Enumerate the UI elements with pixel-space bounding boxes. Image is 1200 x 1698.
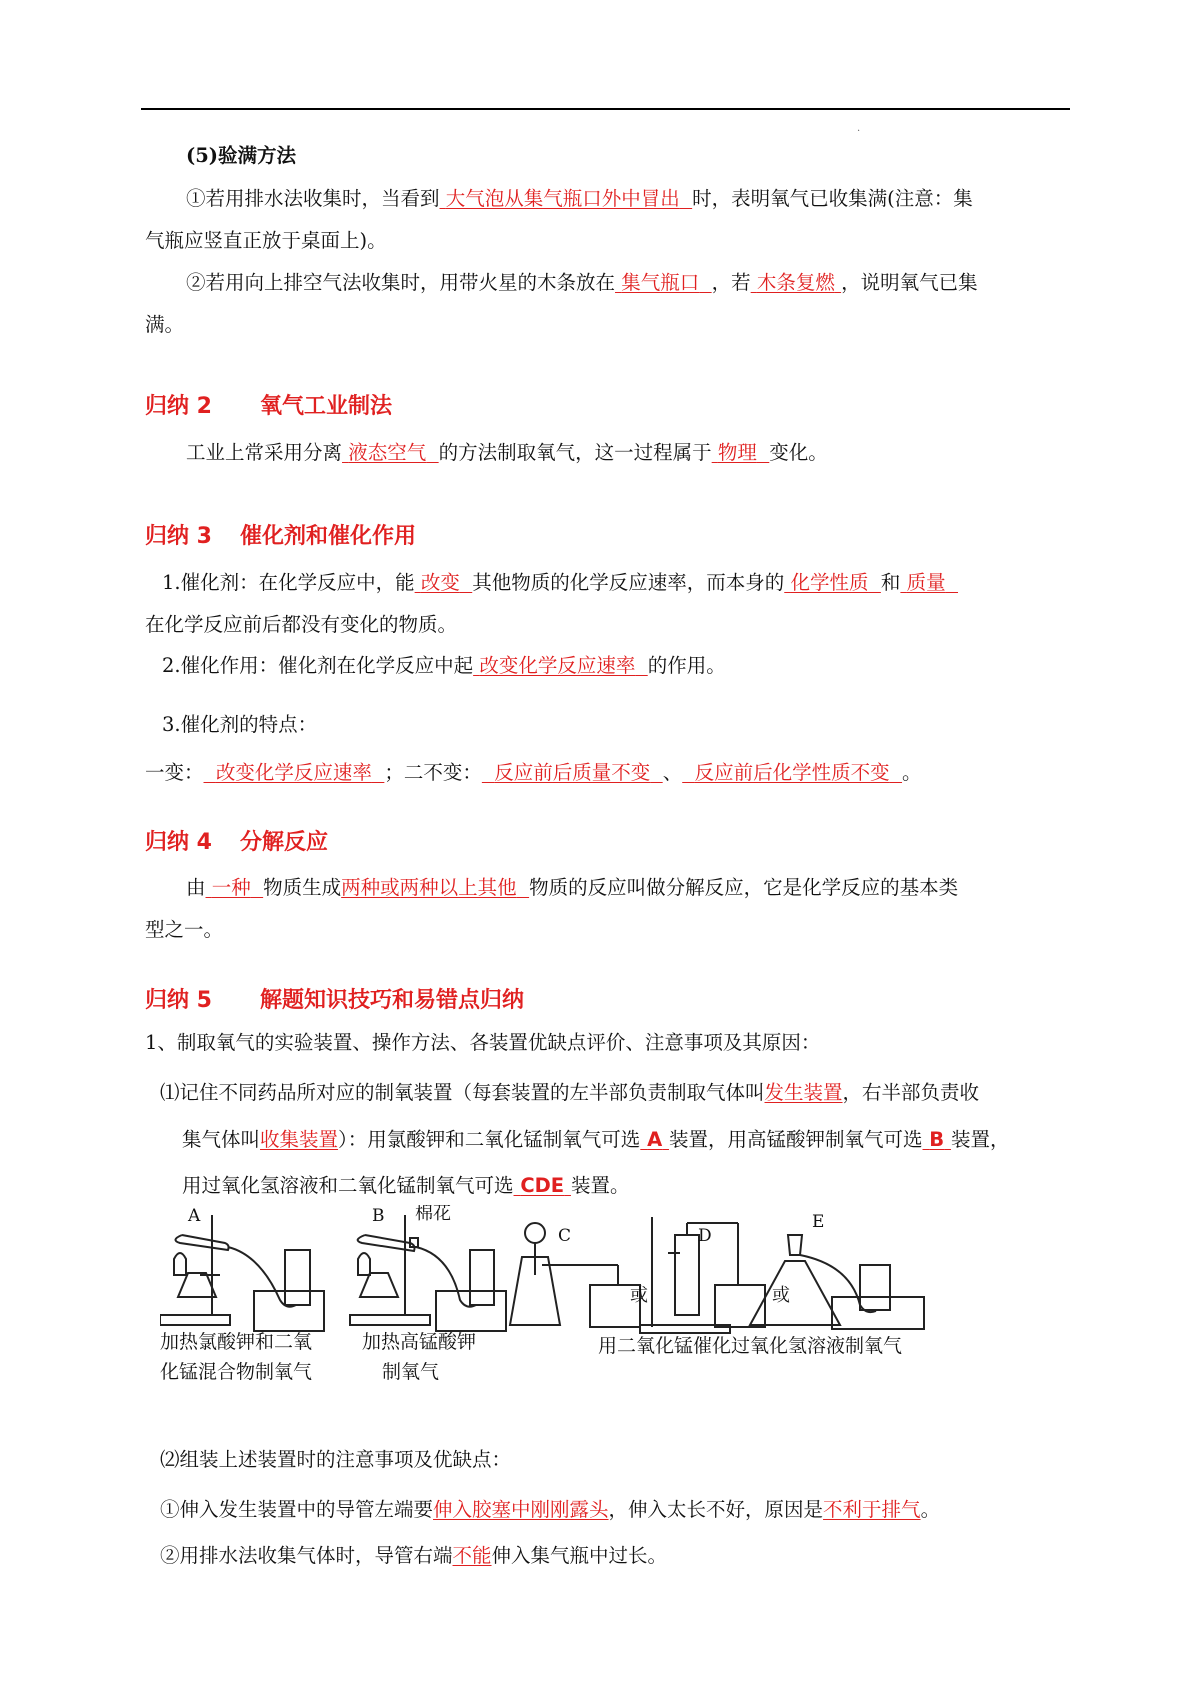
paragraph-line: 集气体叫收集装置）：用氯酸钾和二氧化锰制氧气可选 A 装置，用高锰酸钾制氧气可选 B 装置，: [182, 1128, 1010, 1151]
section-heading: 归纳 4 分解反应: [145, 830, 328, 855]
answer-blank: 两种或两种以上其他: [341, 876, 517, 899]
answer-blank: 改变化学反应速率: [215, 761, 372, 784]
answer-blank: 伸入胶塞中刚刚露头: [433, 1498, 609, 1521]
paragraph-line: 在化学反应前后都没有变化的物质。: [145, 613, 458, 636]
figure-or-2: 或: [772, 1285, 790, 1306]
apparatus-figure: [160, 1205, 950, 1395]
paragraph-line: 气瓶应竖直正放于桌面上)。: [145, 229, 387, 252]
figure-label-c: C: [558, 1226, 572, 1246]
answer-blank: 收集装置: [260, 1128, 339, 1151]
caption-cde: 用二氧化锰催化过氧化氢溶液制氧气: [598, 1335, 903, 1357]
answer-blank: 不能: [452, 1544, 492, 1567]
paragraph-line: ②用排水法收集气体时，导管右端不能伸入集气瓶中过长。: [160, 1544, 668, 1567]
paragraph-line: 一变： 改变化学反应速率 ；二不变： 反应前后质量不变 、 反应前后化学性质不变 。: [145, 761, 922, 784]
answer-blank: 质量: [906, 571, 946, 594]
answer-blank: 发生装置: [764, 1081, 843, 1104]
stray-mark: .: [857, 123, 861, 134]
answer-blank: 集气瓶口: [621, 271, 700, 294]
paragraph-line: ②若用向上排空气法收集时，用带火星的木条放在 集气瓶口 ，若 木条复燃 ，说明氧气已集: [186, 271, 978, 294]
paragraph-line: 满。: [145, 313, 185, 336]
caption-a-line1: 加热氯酸钾和二氧: [160, 1331, 313, 1353]
paragraph-line: ①若用排水法收集时，当看到 大气泡从集气瓶口外中冒出 时，表明氧气已收集满(注意：集: [186, 187, 973, 210]
answer-blank: 反应前后质量不变: [494, 761, 651, 784]
answer-blank: 改变化学反应速率: [479, 654, 636, 677]
answer-blank: 一种: [211, 876, 251, 899]
paragraph-line: ⑴记住不同药品所对应的制氧装置（每套装置的左半部负责制取气体叫发生装置，右半部负责收: [160, 1081, 980, 1104]
answer-blank: A: [647, 1128, 663, 1151]
paragraph-line: ①伸入发生装置中的导管左端要伸入胶塞中刚刚露头，伸入太长不好，原因是不利于排气。: [160, 1498, 941, 1521]
section-heading: 归纳 3 催化剂和催化作用: [145, 524, 416, 549]
figure-or-1: 或: [630, 1285, 648, 1306]
section-heading: 归纳 2 氧气工业制法: [145, 394, 392, 419]
caption-b-line1: 加热高锰酸钾: [362, 1331, 477, 1353]
figure-label-d: D: [698, 1226, 712, 1246]
section-heading: (5)验满方法: [186, 144, 297, 167]
paragraph-line: 用过氧化氢溶液和二氧化锰制氧气可选 CDE 装置。: [182, 1174, 630, 1197]
caption-a-line2: 化锰混合物制氧气: [160, 1361, 313, 1383]
answer-blank: 改变: [420, 571, 460, 594]
answer-blank: 不利于排气: [823, 1498, 921, 1521]
answer-blank: B: [929, 1128, 945, 1151]
answer-blank: 大气泡从集气瓶口外中冒出: [445, 187, 680, 210]
paragraph-line: 工业上常采用分离 液态空气 的方法制取氧气，这一过程属于 物理 变化。: [186, 441, 828, 464]
figure-label-e: E: [812, 1212, 825, 1232]
paragraph-line: 3.催化剂的特点：: [162, 713, 318, 736]
paragraph-line: 由 一种 物质生成两种或两种以上其他 物质的反应叫做分解反应，它是化学反应的基本类: [186, 876, 959, 899]
figure-label-a: A: [188, 1206, 201, 1226]
paragraph-line: 1.催化剂：在化学反应中，能 改变 其他物质的化学反应速率，而本身的 化学性质 和 质量: [162, 570, 958, 596]
caption-b-line2: 制氧气: [382, 1361, 440, 1383]
paragraph-line: ⑵组装上述装置时的注意事项及优缺点：: [160, 1448, 512, 1471]
answer-blank: 木条复燃: [756, 271, 835, 294]
paragraph-line: 1、制取氧气的实验装置、操作方法、各装置优缺点评价、注意事项及其原因：: [145, 1031, 821, 1054]
answer-blank: CDE: [520, 1174, 565, 1197]
figure-label-b: B: [372, 1206, 385, 1226]
answer-blank: 反应前后化学性质不变: [694, 761, 890, 784]
section-heading: 归纳 5 解题知识技巧和易错点归纳: [145, 988, 524, 1013]
answer-blank: 物理: [717, 441, 757, 464]
paragraph-line: 2.催化作用：催化剂在化学反应中起 改变化学反应速率 的作用。: [162, 654, 726, 677]
header-rule: [141, 108, 1070, 110]
figure-label-cotton: 棉花: [415, 1205, 451, 1224]
answer-blank: 液态空气: [348, 441, 427, 464]
answer-blank: 化学性质: [790, 571, 869, 594]
paragraph-line: 型之一。: [145, 918, 224, 941]
